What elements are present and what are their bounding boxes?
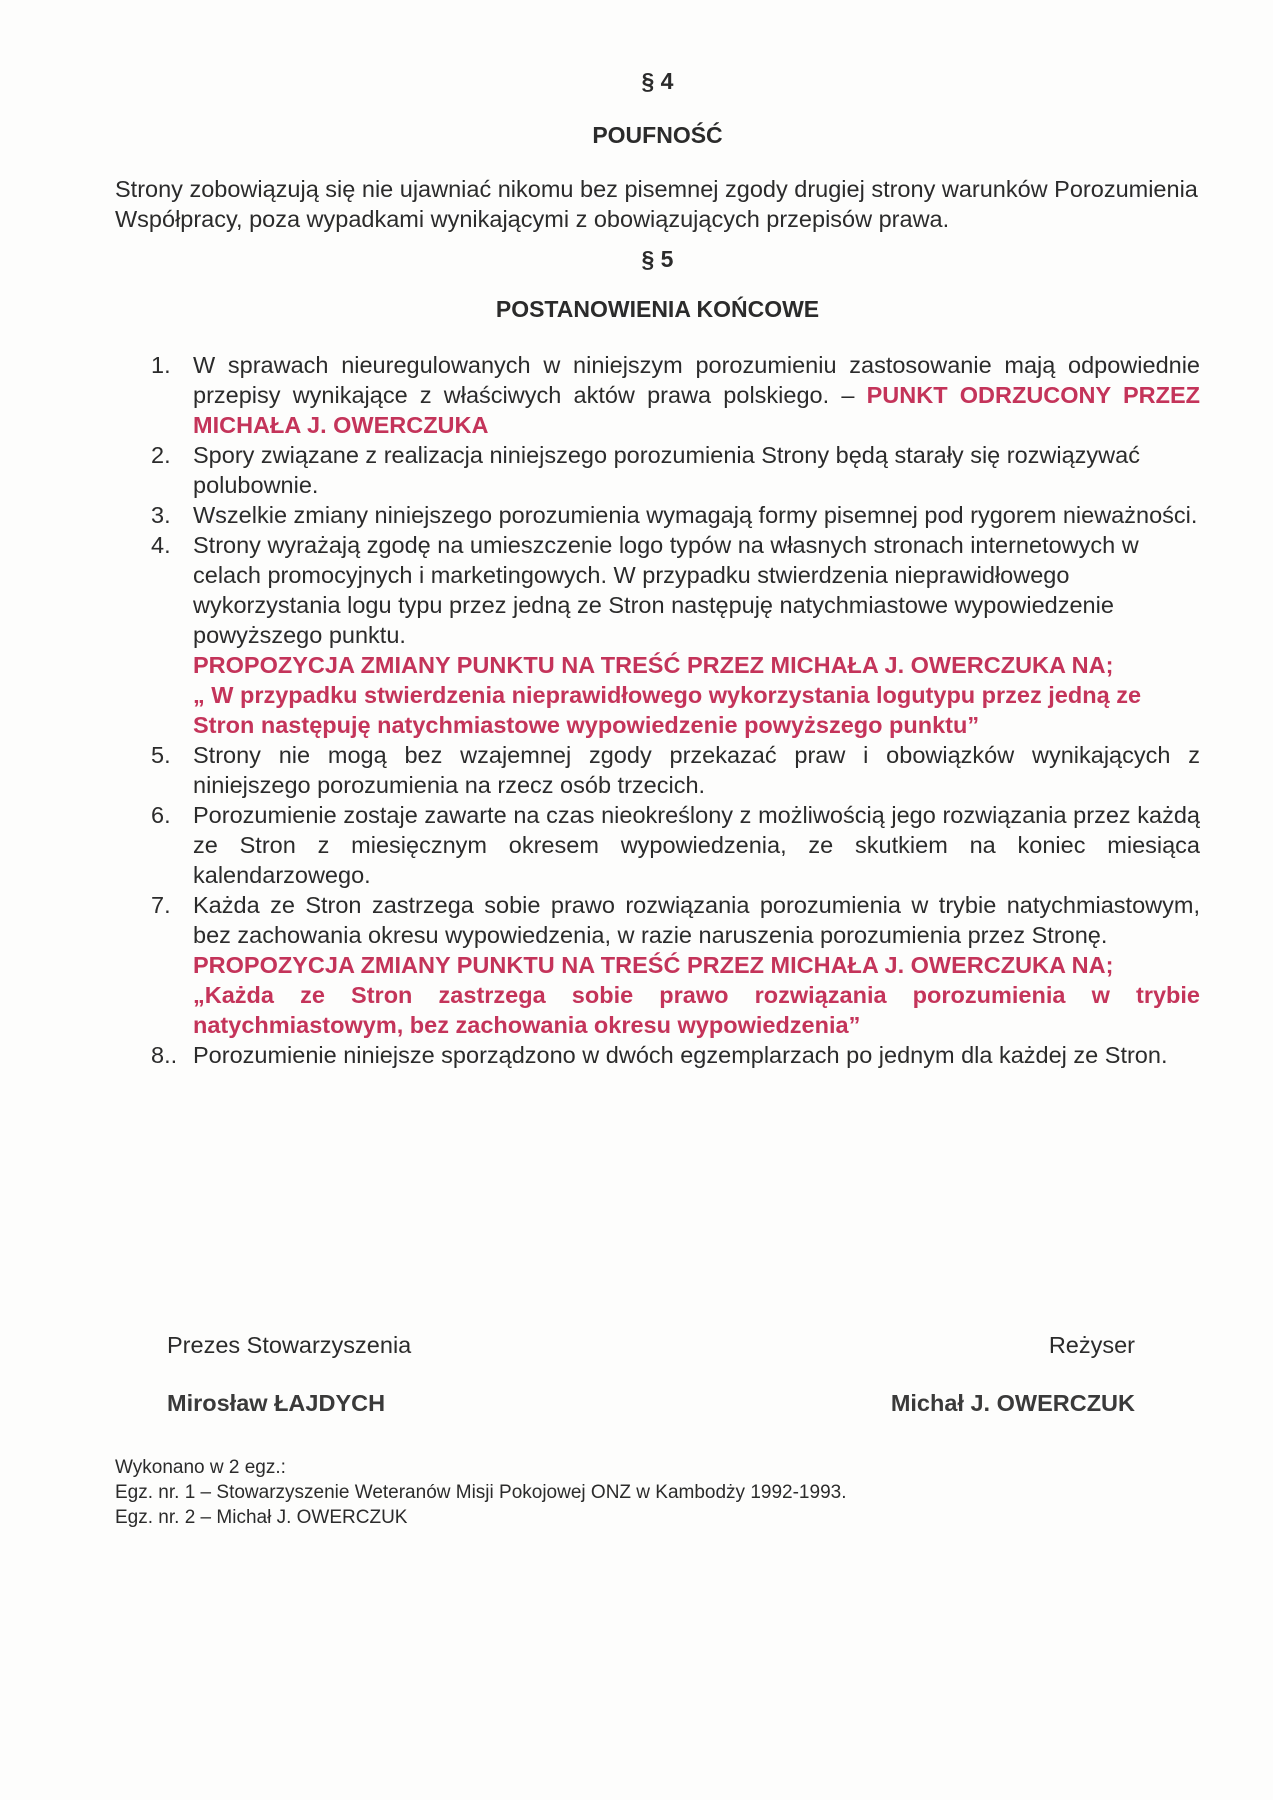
list-item-1 <box>115 350 1200 440</box>
list-item-7 <box>115 890 1200 1040</box>
signature-name: Mirosław ŁAJDYCH <box>167 1390 386 1416</box>
copies-note-line: Wykonano w 2 egz.: <box>115 1457 286 1478</box>
list-item-text: Spory związane z realizacja niniejszego porozumienia Strony będą starały się rozwiązywać polubownie. <box>193 442 1140 498</box>
proposal-text: „Każda ze Stron zastrzega sobie prawo rozwiązania porozumienia w trybie natychmiastowym, bez zachowania okresu wypowiedzenia” <box>193 982 1200 1038</box>
list-item-number: 8.. <box>151 1042 178 1068</box>
copies-note-line: Egz. nr. 1 – Stowarzyszenie Weteranów Misji Pokojowej ONZ w Kambodży 1992-1993. <box>115 1482 847 1503</box>
list-item-text: Wszelkie zmiany niniejszego porozumienia wymagają formy pisemnej pod rygorem nieważności. <box>193 502 1198 528</box>
section-5-number: § 5 <box>641 246 674 272</box>
list-item-8 <box>115 1040 1200 1070</box>
list-item-3 <box>115 500 1200 530</box>
list-item-number: 3. <box>151 502 171 528</box>
list-item-number: 6. <box>151 802 171 828</box>
signature-right <box>891 1330 1135 1418</box>
proposal-header: PROPOZYCJA ZMIANY PUNKTU NA TREŚĆ PRZEZ MICHAŁA J. OWERCZUKA NA; <box>193 952 1114 978</box>
list-item-number: 5. <box>151 742 171 768</box>
list-item-number: 2. <box>151 442 171 468</box>
list-item-text: Porozumienie zostaje zawarte na czas nieokreślony z możliwością jego rozwiązania przez każdą ze Stron z miesięcznym okresem wypowiedzenia, ze skutkiem na koniec miesiąca kalendarzowego. <box>193 802 1200 888</box>
copies-note <box>115 1455 846 1530</box>
section-4-number: § 4 <box>641 68 674 94</box>
list-item-4 <box>115 530 1200 740</box>
list-item-text: Strony wyrażają zgodę na umieszczenie logo typów na własnych stronach internetowych w celach promocyjnych i marketingowych. W przypadku stwierdzenia nieprawidłowego wykorzystania logu typu przez jedną ze Stron następuję natychmiastowe wypowiedzenie powyższego punktu. <box>193 532 1139 648</box>
list-item-text: Strony nie mogą bez wzajemnej zgody przekazać praw i obowiązków wynikających z niniejszego porozumienia na rzecz osób trzecich. <box>193 742 1200 798</box>
signature-role: Reżyser <box>1048 1332 1135 1358</box>
signature-role: Prezes Stowarzyszenia <box>167 1332 412 1358</box>
list-item-number: 4. <box>151 532 171 558</box>
list-item-number: 7. <box>151 892 171 918</box>
list-item-5 <box>115 740 1200 800</box>
list-item-text: W sprawach nieuregulowanych w niniejszym porozumieniu zastosowanie mają odpowiednie przepisy wynikające z właściwych aktów prawa polskiego. – <box>193 352 1200 408</box>
section-5-list <box>115 350 1200 1070</box>
document-body <box>115 66 1200 1070</box>
copies-note-line: Egz. nr. 2 – Michał J. OWERCZUK <box>115 1507 408 1528</box>
signature-name: Michał J. OWERCZUK <box>890 1390 1135 1416</box>
signature-block <box>115 1330 1185 1420</box>
list-item-number: 1. <box>151 352 171 378</box>
list-item-6 <box>115 800 1200 890</box>
list-item-2 <box>115 440 1200 500</box>
rejection-note: PUNKT ODRZUCONY PRZEZ MICHAŁA J. OWERCZUKA <box>193 382 1200 438</box>
proposal-text: „ W przypadku stwierdzenia nieprawidłowego wykorzystania logutypu przez jedną ze Stron następuję natychmiastowe wypowiedzenie powyższego punktu” <box>193 682 1142 738</box>
list-item-text: Porozumienie niniejsze sporządzono w dwóch egzemplarzach po jednym dla każdej ze Stron. <box>193 1042 1168 1068</box>
list-item-text: Każda ze Stron zastrzega sobie prawo rozwiązania porozumienia w trybie natychmiastowym, bez zachowania okresu wypowiedzenia, w razie naruszenia porozumienia przez Stronę. <box>193 892 1200 948</box>
section-4-paragraph: Strony zobowiązują się nie ujawniać nikomu bez pisemnej zgody drugiej strony warunków Porozumienia Współpracy, poza wypadkami wynikającymi z obowiązujących przepisów prawa. <box>115 176 1198 232</box>
proposal-header: PROPOZYCJA ZMIANY PUNKTU NA TREŚĆ PRZEZ MICHAŁA J. OWERCZUKA NA; <box>193 652 1114 678</box>
section-5-title: POSTANOWIENIA KOŃCOWE <box>495 296 820 322</box>
signature-left <box>167 1330 411 1418</box>
section-4-title: POUFNOŚĆ <box>592 122 723 148</box>
